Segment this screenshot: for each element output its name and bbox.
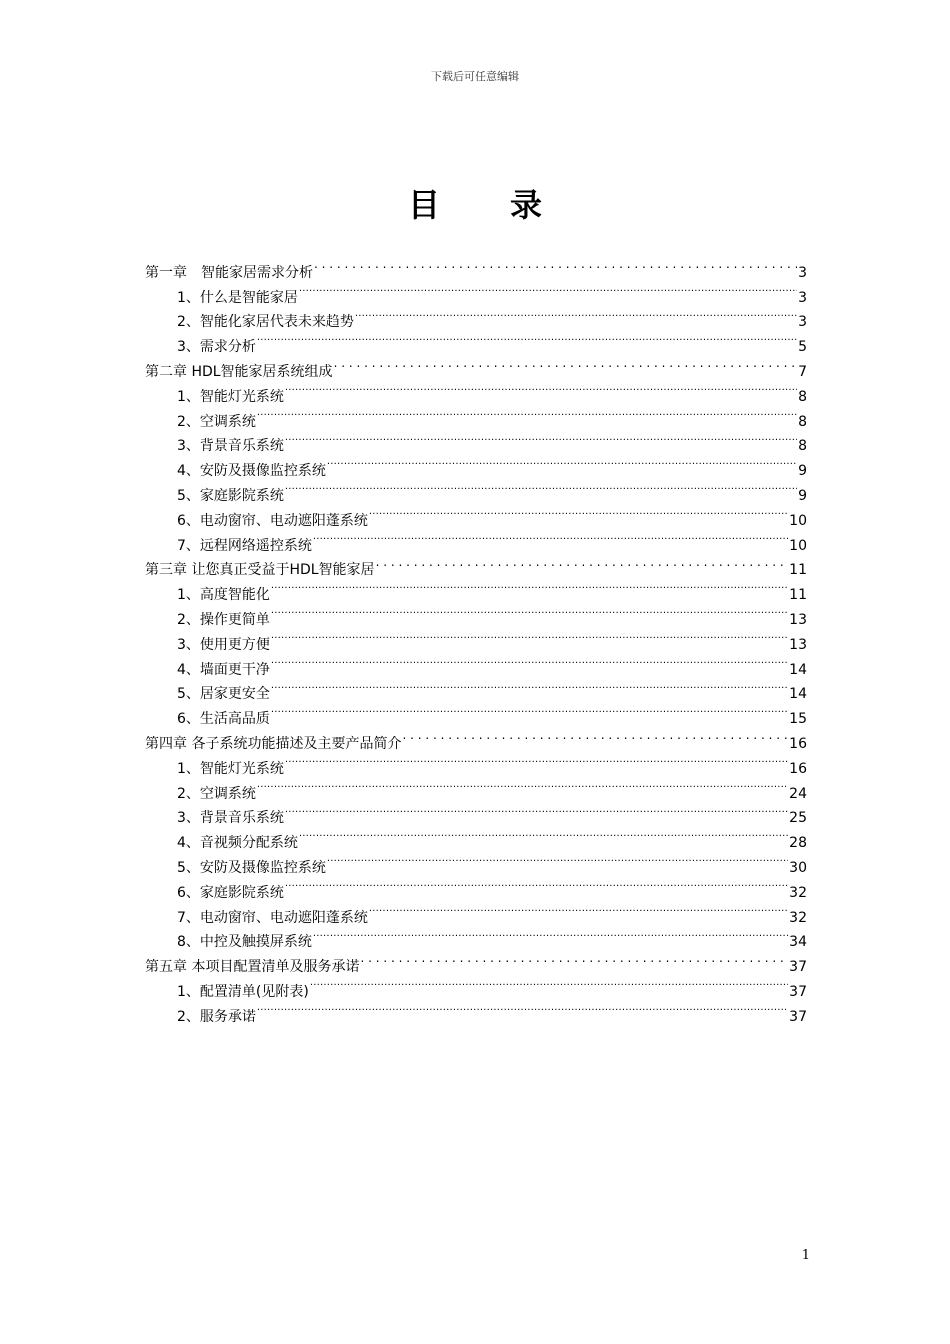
toc-entry-page: 8 — [798, 413, 807, 430]
dot-leader — [257, 326, 797, 351]
toc-title-char-2: 录 — [510, 186, 543, 224]
toc-entry-label: 第一章 智能家居需求分析 — [145, 264, 313, 281]
toc-entry-page: 5 — [798, 339, 807, 356]
toc-entry-label: 2、操作更简单 — [177, 611, 270, 628]
toc-entry-label: 第四章 各子系统功能描述及主要产品简介 — [145, 735, 402, 752]
dot-leader — [271, 649, 788, 674]
dot-leader — [285, 798, 788, 823]
toc-entry-page: 24 — [789, 785, 807, 802]
dot-leader — [327, 450, 797, 475]
toc-entry-page: 32 — [789, 909, 807, 926]
toc-entry-page: 3 — [798, 289, 807, 306]
toc-entry-label: 第三章 让您真正受益于HDL智能家居 — [145, 562, 375, 579]
toc-entry-label: 1、智能灯光系统 — [177, 388, 284, 405]
toc-entry-page: 14 — [789, 686, 807, 703]
toc-entry-label: 4、墙面更干净 — [177, 661, 270, 678]
toc-entry-label: 8、中控及触摸屏系统 — [177, 934, 312, 951]
dot-leader — [334, 351, 798, 376]
dot-leader — [360, 946, 788, 971]
toc-entry-page: 13 — [789, 636, 807, 653]
dot-leader — [376, 550, 789, 575]
toc-entry-label: 第五章 本项目配置清单及服务承诺 — [145, 959, 360, 976]
toc-entry-page: 10 — [789, 512, 807, 529]
toc-entry-label: 2、空调系统 — [177, 413, 256, 430]
dot-leader — [271, 574, 788, 599]
table-of-contents — [145, 252, 807, 1025]
dot-leader — [369, 897, 788, 922]
toc-entry-label: 第二章 HDL智能家居系统组成 — [145, 363, 333, 380]
toc-entry-label: 5、家庭影院系统 — [177, 487, 284, 504]
toc-entry-page: 25 — [789, 810, 807, 827]
toc-entry-label: 3、背景音乐系统 — [177, 810, 284, 827]
toc-entry-label: 6、家庭影院系统 — [177, 884, 284, 901]
toc-entry-page: 11 — [789, 562, 807, 579]
toc-entry-page: 8 — [798, 438, 807, 455]
dot-leader — [271, 674, 788, 699]
toc-entry-label: 7、远程网络遥控系统 — [177, 537, 312, 554]
dot-leader — [314, 252, 797, 277]
toc-entry-label: 4、安防及摄像监控系统 — [177, 463, 326, 480]
dot-leader — [271, 698, 788, 723]
toc-entry-label: 4、音视频分配系统 — [177, 835, 298, 852]
dot-leader — [285, 426, 797, 451]
toc-entry-page: 30 — [789, 859, 807, 876]
toc-entry-label: 1、高度智能化 — [177, 587, 270, 604]
toc-entry-label: 6、电动窗帘、电动遮阳蓬系统 — [177, 512, 368, 529]
toc-entry-page: 9 — [798, 463, 807, 480]
toc-entry-page: 7 — [798, 363, 807, 380]
toc-entry-label: 1、配置清单(见附表) — [177, 983, 309, 1000]
toc-entry-label: 5、安防及摄像监控系统 — [177, 859, 326, 876]
toc-entry-label: 2、服务承诺 — [177, 1008, 256, 1025]
dot-leader — [285, 872, 788, 897]
toc-entry-page: 9 — [798, 487, 807, 504]
toc-chapter-entry[interactable] — [145, 252, 807, 281]
dot-leader — [257, 401, 797, 426]
toc-entry-label: 2、空调系统 — [177, 785, 256, 802]
dot-leader — [313, 922, 788, 947]
dot-leader — [257, 773, 788, 798]
toc-entry-page: 37 — [789, 983, 807, 1000]
dot-leader — [271, 599, 788, 624]
toc-entry-page: 14 — [789, 661, 807, 678]
toc-entry-page: 3 — [798, 264, 807, 281]
dot-leader — [299, 277, 797, 302]
toc-title-char-1: 目 — [407, 186, 440, 224]
dot-leader — [285, 748, 788, 773]
dot-leader — [355, 302, 797, 327]
toc-entry-label: 5、居家更安全 — [177, 686, 270, 703]
toc-entry-label: 2、智能化家居代表未来趋势 — [177, 314, 354, 331]
dot-leader — [313, 525, 788, 550]
toc-entry-label: 1、什么是智能家居 — [177, 289, 298, 306]
toc-entry-page: 32 — [789, 884, 807, 901]
toc-entry-page: 13 — [789, 611, 807, 628]
toc-entry-page: 37 — [789, 1008, 807, 1025]
toc-entry-page: 37 — [789, 959, 807, 976]
page-header: 下载后可任意编辑 — [431, 70, 519, 83]
dot-leader — [327, 847, 788, 872]
dot-leader — [257, 996, 788, 1021]
toc-entry-label: 7、电动窗帘、电动遮阳蓬系统 — [177, 909, 368, 926]
toc-entry-page: 8 — [798, 388, 807, 405]
dot-leader — [285, 475, 797, 500]
toc-entry-label: 3、使用更方便 — [177, 636, 270, 653]
dot-leader — [285, 376, 797, 401]
toc-entry-label: 1、智能灯光系统 — [177, 760, 284, 777]
dot-leader — [299, 822, 788, 847]
toc-entry-page: 3 — [798, 314, 807, 331]
toc-entry-label: 6、生活高品质 — [177, 711, 270, 728]
toc-entry-label: 3、背景音乐系统 — [177, 438, 284, 455]
toc-entry-page: 11 — [789, 587, 807, 604]
toc-title — [0, 180, 950, 226]
page-number: 1 — [801, 1248, 810, 1263]
toc-entry-page: 15 — [789, 711, 807, 728]
toc-entry-page: 16 — [789, 735, 807, 752]
toc-entry-page: 28 — [789, 835, 807, 852]
toc-entry-page: 34 — [789, 934, 807, 951]
toc-entry-page: 16 — [789, 760, 807, 777]
dot-leader — [369, 500, 788, 525]
toc-entry-page: 10 — [789, 537, 807, 554]
dot-leader — [310, 971, 788, 996]
dot-leader — [402, 723, 788, 748]
toc-entry-label: 3、需求分析 — [177, 339, 256, 356]
dot-leader — [271, 624, 788, 649]
